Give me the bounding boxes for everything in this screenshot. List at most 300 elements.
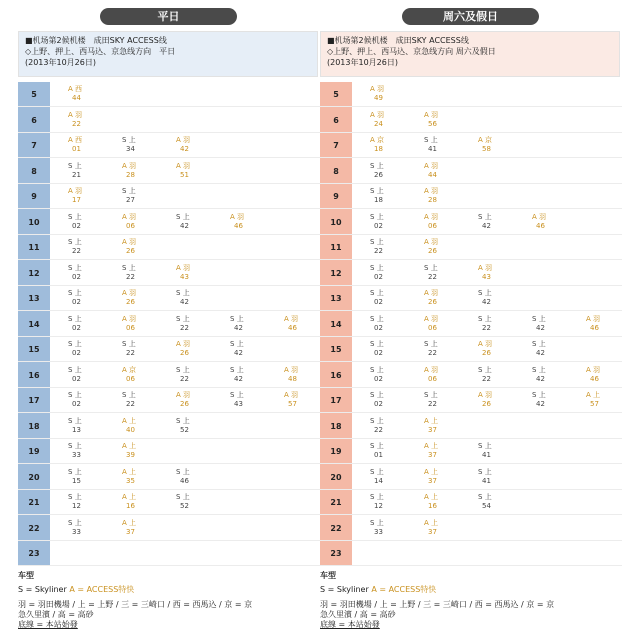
train-entry [122,417,158,435]
train-destination: 上 [376,212,384,221]
timetable-row [18,388,320,413]
train-entry [424,111,460,129]
hour-label: 20 [28,472,40,482]
train-minute: 42 [180,221,189,230]
train-entry [176,391,212,409]
train-type: A [176,263,181,272]
timetable-row [320,108,622,133]
hour-label: 18 [28,421,40,431]
train-destination: 羽 [431,289,439,297]
train-entry [176,289,212,307]
train-minute: 42 [536,400,545,408]
train-destination: 上 [182,314,190,323]
train-type: A [586,391,591,399]
train-destination: 羽 [485,340,493,348]
train-type: A [176,340,181,348]
train-type: A [424,161,429,170]
train-minute: 16 [126,502,135,510]
train-type: A [532,212,537,221]
train-type: A [68,187,73,195]
train-entry [284,315,320,333]
timetable-row [320,465,622,490]
hour-label: 8 [333,166,339,176]
train-entry [424,289,460,307]
train-entry [176,264,212,282]
train-minute: 06 [428,221,437,230]
train-entry [176,417,212,435]
train-minute: 57 [590,400,599,408]
train-minute: 22 [72,119,81,128]
train-entry [122,213,158,231]
train-entry [68,238,104,256]
train-minute: 22 [126,272,135,281]
timetable-row [18,337,320,362]
train-type: S [532,340,537,348]
train-entry [370,136,406,154]
train-entry [122,187,158,205]
train-type: A [68,85,73,93]
train-destination: 上 [484,493,492,501]
train-minute: 37 [428,451,437,459]
hour-label: 17 [330,396,342,405]
train-type: S [122,340,127,348]
train-destination: 上 [74,518,82,527]
train-entry [176,366,212,384]
train-type: A [176,161,181,170]
train-minute: 02 [72,272,81,281]
hour-label: 11 [330,243,342,252]
train-minute: 37 [428,527,437,536]
train-destination: 上 [376,289,384,297]
train-destination: 上 [74,493,82,501]
train-type: A [370,85,375,93]
train-type: S [370,212,375,221]
train-type: S [370,161,375,170]
hour-label: 15 [330,345,342,354]
train-type: A [478,263,483,272]
train-entry [68,187,104,205]
legend-dest-2: 急久里濱 / 高 = 高砂 [18,610,94,619]
train-type: S [68,442,73,450]
train-entry [68,162,104,180]
train-minute: 52 [180,502,189,510]
train-type: S [370,416,375,425]
train-entry [478,340,514,358]
timetable-row [18,312,320,337]
train-destination: 上 [376,391,384,399]
train-type: S [230,391,235,399]
train-minute: 43 [180,272,189,281]
hour-label: 12 [28,268,40,278]
hour-label: 17 [28,396,40,405]
train-minute: 42 [536,374,545,383]
legend-types [320,585,620,595]
train-destination: 羽 [593,365,601,374]
train-type: S [68,365,73,374]
train-type: S [370,442,375,450]
train-entry [532,315,568,333]
train-entry [424,136,460,154]
hour-label: 12 [330,268,342,278]
train-entry [424,442,460,460]
train-entry [176,213,212,231]
train-entry [424,391,460,409]
train-destination: 上 [128,340,136,348]
train-destination: 羽 [129,212,137,221]
train-entry [424,417,460,435]
hour-label: 20 [330,472,342,482]
train-entry [68,468,104,486]
train-type: A [586,365,591,374]
train-destination: 上 [129,518,137,527]
train-destination: 上 [430,340,438,348]
train-type: A [424,493,429,501]
train-minute: 54 [482,502,491,510]
weekday-title: 平日 [100,8,237,25]
train-destination: 羽 [593,314,601,323]
hour-label: 9 [333,192,339,201]
timetable-row [320,516,622,541]
train-entry [68,417,104,435]
train-destination: 羽 [183,340,191,348]
timetable-row [320,388,622,413]
train-entry [122,238,158,256]
hour-label: 10 [28,217,40,227]
train-minute: 41 [482,476,491,485]
train-entry [424,340,460,358]
train-destination: 西 [75,85,83,93]
timetable-row [320,261,622,286]
train-type: A [122,518,127,527]
train-type: A [176,391,181,399]
train-minute: 22 [482,374,491,383]
hour-label: 21 [28,498,40,507]
train-type: S [122,263,127,272]
train-destination: 上 [182,212,190,221]
train-destination: 上 [484,467,492,476]
train-entry [122,315,158,333]
timetable-row [18,210,320,235]
train-minute: 41 [482,451,491,459]
train-type: S [122,136,127,144]
train-type: S [68,340,73,348]
train-type: S [370,187,375,195]
train-type: A [122,442,127,450]
train-entry [122,162,158,180]
train-entry [230,340,266,358]
legend-title: 车型 [18,571,34,580]
train-minute: 26 [180,400,189,408]
train-entry [122,136,158,154]
train-minute: 22 [428,349,437,357]
legend-dest-1: 羽 = 羽田機場 / 上 = 上野 / 三 = 三崎口 / 西 = 西馬込 / 京 = 京 [18,600,253,609]
train-minute: 26 [428,298,437,306]
train-minute: 06 [428,323,437,332]
timetable-row [18,159,320,184]
timetable-row [320,439,622,464]
train-type: A [122,289,127,297]
train-type: S [424,391,429,399]
train-minute: 22 [482,323,491,332]
timetable-row [320,363,622,388]
train-minute: 26 [126,247,135,255]
train-type: S [370,391,375,399]
train-minute: 34 [126,145,135,153]
train-destination: 上 [376,263,384,272]
train-type: S [230,314,235,323]
train-destination: 上 [129,467,137,476]
hour-label: 11 [28,243,40,252]
train-entry [424,162,460,180]
train-entry [424,519,460,537]
train-entry [424,264,460,282]
train-entry [424,315,460,333]
train-destination: 羽 [539,212,547,221]
train-minute: 42 [234,323,243,332]
train-type: S [68,212,73,221]
train-destination: 上 [128,391,136,399]
train-entry [532,340,568,358]
train-entry [532,366,568,384]
train-type: S [122,391,127,399]
train-minute: 02 [72,374,81,383]
train-minute: 13 [72,425,81,434]
train-entry [478,289,514,307]
train-type: S [370,289,375,297]
train-type: S [68,416,73,425]
train-destination: 羽 [485,391,493,399]
train-destination: 羽 [431,212,439,221]
train-minute: 46 [590,374,599,383]
train-minute: 02 [72,298,81,306]
train-minute: 12 [72,502,81,510]
train-minute: 01 [374,451,383,459]
train-destination: 上 [484,289,492,297]
train-type: A [122,365,127,374]
train-entry [122,468,158,486]
train-type: S [176,289,181,297]
timetable-row [320,210,622,235]
hour-label: 5 [333,90,339,99]
hour-label: 22 [330,523,342,533]
train-type: S [122,187,127,195]
train-minute: 02 [374,400,383,408]
timetable-row [320,159,622,184]
train-type: S [68,289,73,297]
train-minute: 43 [482,272,491,281]
holiday-title: 周六及假日 [402,8,539,25]
train-minute: 02 [72,400,81,408]
train-type: A [424,110,429,119]
train-destination: 上 [431,442,439,450]
legend-type-s: S = Skyliner [18,585,67,594]
train-minute: 40 [126,425,135,434]
train-minute: 58 [482,145,491,153]
train-destination: 羽 [291,391,299,399]
train-type: S [370,263,375,272]
train-minute: 26 [180,349,189,357]
train-destination: 上 [538,391,546,399]
train-entry [230,366,266,384]
train-type: A [284,365,289,374]
train-destination: 上 [182,416,190,425]
hour-label: 7 [31,141,37,150]
timetable-row [18,363,320,388]
train-minute: 37 [126,527,135,536]
legend-dest-1: 羽 = 羽田機場 / 上 = 上野 / 三 = 三崎口 / 西 = 西馬込 / 京 = 京 [320,600,555,609]
train-type: A [478,391,483,399]
train-type: A [478,340,483,348]
train-destination: 上 [74,263,82,272]
train-destination: 羽 [237,212,245,221]
train-minute: 49 [374,94,383,102]
train-entry [68,289,104,307]
train-minute: 42 [482,221,491,230]
train-entry [424,468,460,486]
train-minute: 27 [126,196,135,204]
timetable-row [18,108,320,133]
weekday-timetable [18,82,320,566]
train-minute: 44 [428,170,437,179]
train-minute: 22 [374,247,383,255]
train-entry [370,519,406,537]
train-entry [122,289,158,307]
train-minute: 22 [126,400,135,408]
train-minute: 57 [288,400,297,408]
legend-origin: 底線 = 本站始發 [18,620,78,629]
train-minute: 39 [126,451,135,459]
train-type: A [122,161,127,170]
train-minute: 02 [374,272,383,281]
train-destination: 上 [538,340,546,348]
train-entry [478,468,514,486]
train-entry [370,391,406,409]
train-entry [68,442,104,460]
train-minute: 18 [374,196,383,204]
train-minute: 02 [72,349,81,357]
train-entry [370,85,406,103]
train-destination: 羽 [431,110,439,119]
train-destination: 上 [593,391,601,399]
weekday-header-line3: (2013年10月26日) [25,58,96,67]
train-type: A [122,212,127,221]
train-type: S [230,365,235,374]
train-destination: 羽 [431,365,439,374]
legend-types [18,585,318,595]
train-type: S [478,442,483,450]
hour-label: 16 [28,370,40,380]
train-entry [370,366,406,384]
train-minute: 22 [374,425,383,434]
timetable-row [18,133,320,158]
train-entry [424,366,460,384]
weekday-header-line1: ■机场第2候机楼 成田SKY ACCESS线 [25,36,167,45]
train-entry [370,238,406,256]
train-minute: 01 [72,145,81,153]
train-destination: 上 [376,518,384,527]
train-type: A [122,493,127,501]
train-type: S [478,212,483,221]
train-destination: 上 [129,416,137,425]
train-destination: 上 [74,442,82,450]
train-destination: 羽 [291,365,299,374]
train-destination: 羽 [431,238,439,246]
train-type: A [68,110,73,119]
hour-label: 13 [330,294,342,303]
train-type: A [424,314,429,323]
train-type: S [176,212,181,221]
train-type: S [68,493,73,501]
train-destination: 上 [431,493,439,501]
train-type: A [424,416,429,425]
hour-label: 9 [31,192,37,201]
train-entry [68,391,104,409]
holiday-timetable [320,82,622,566]
train-entry [478,442,514,460]
train-entry [478,213,514,231]
train-minute: 26 [126,298,135,306]
train-destination: 上 [182,365,190,374]
train-minute: 42 [180,145,189,153]
train-entry [68,519,104,537]
train-entry [122,391,158,409]
train-minute: 37 [428,476,437,485]
train-minute: 42 [536,323,545,332]
train-minute: 37 [428,425,437,434]
train-entry [122,366,158,384]
train-minute: 02 [72,221,81,230]
train-minute: 42 [482,298,491,306]
train-type: S [230,340,235,348]
train-type: A [424,289,429,297]
train-minute: 26 [428,247,437,255]
train-type: S [478,467,483,476]
train-type: S [478,289,483,297]
train-minute: 22 [428,272,437,281]
train-destination: 上 [376,314,384,323]
train-destination: 上 [74,467,82,476]
train-destination: 上 [484,314,492,323]
train-destination: 京 [129,365,137,374]
train-entry [586,315,622,333]
train-destination: 上 [236,340,244,348]
train-type: A [586,314,591,323]
train-minute: 33 [72,527,81,536]
train-destination: 羽 [129,314,137,323]
train-minute: 42 [234,374,243,383]
train-type: S [424,136,429,144]
train-type: S [176,416,181,425]
train-type: S [370,238,375,246]
train-entry [478,264,514,282]
train-type: A [284,391,289,399]
train-minute: 14 [374,476,383,485]
train-type: S [68,467,73,476]
hour-label: 10 [330,217,342,227]
train-destination: 上 [484,365,492,374]
train-type: S [68,238,73,246]
train-destination: 上 [74,391,82,399]
train-minute: 24 [374,119,383,128]
train-type: S [68,263,73,272]
weekday-legend [18,571,318,630]
train-entry [68,111,104,129]
train-type: A [424,518,429,527]
train-entry [68,213,104,231]
train-minute: 02 [374,374,383,383]
train-minute: 46 [234,221,243,230]
train-type: S [370,467,375,476]
